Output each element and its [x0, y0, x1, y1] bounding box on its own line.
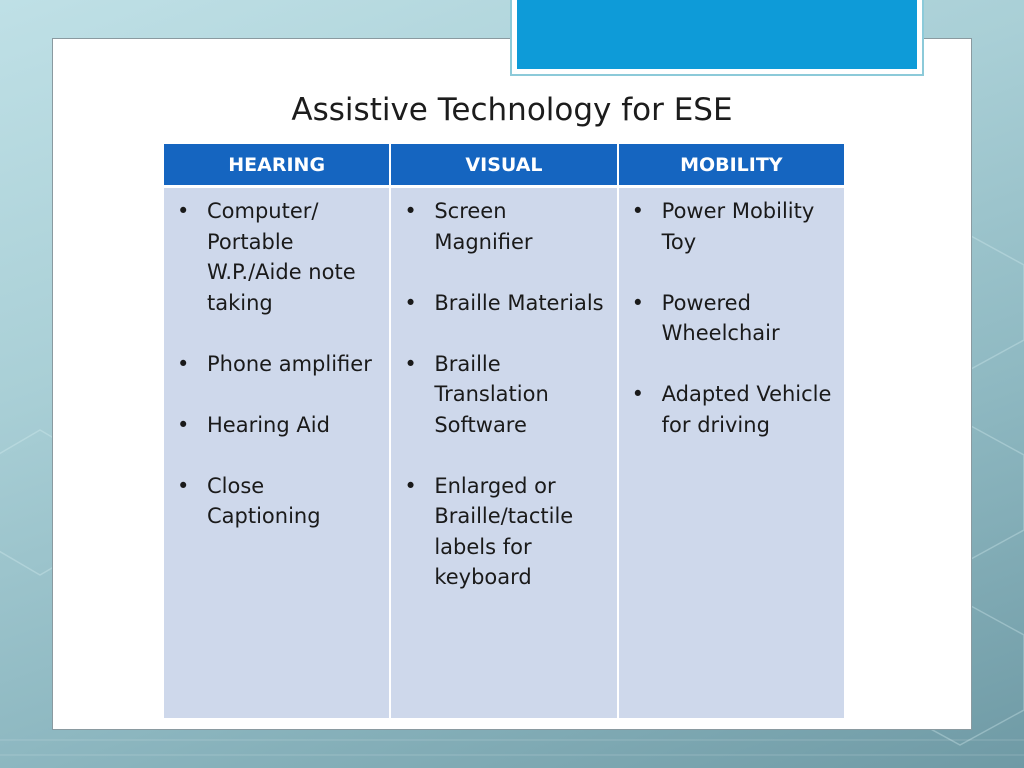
mobility-list: [627, 196, 836, 440]
column-header-visual: VISUAL: [390, 144, 617, 187]
list-item: [399, 288, 608, 319]
list-item: [627, 288, 836, 349]
list-item: [399, 349, 608, 441]
bullet-icon: •: [177, 199, 190, 223]
list-item: [172, 410, 381, 441]
list-item: [627, 379, 836, 440]
list-item-text: Adapted Vehicle for driving: [661, 382, 832, 437]
slide-title: Assistive Technology for ESE: [291, 92, 733, 128]
list-item-text: Power Mobility Toy: [661, 199, 815, 254]
bullet-icon: •: [404, 351, 417, 376]
list-item-text: Screen Magnifier: [434, 199, 533, 254]
column-header-hearing: HEARING: [163, 144, 390, 187]
visual-list: [399, 196, 608, 593]
bullet-icon: •: [177, 351, 190, 376]
bullet-icon: •: [404, 290, 417, 315]
list-item: [627, 196, 836, 257]
bullet-icon: •: [177, 473, 190, 498]
list-item: [172, 349, 381, 380]
bullet-icon: •: [631, 290, 645, 315]
list-item-text: Phone amplifier: [207, 351, 372, 376]
list-item-text: Close Captioning: [207, 473, 321, 528]
bullet-icon: •: [404, 473, 417, 498]
bullet-icon: •: [631, 382, 645, 406]
bullet-icon: •: [631, 199, 645, 223]
hearing-list: [172, 196, 381, 532]
list-item-text: Braille Materials: [434, 290, 604, 315]
assistive-technology-table: [162, 144, 846, 718]
title-accent-box: [510, 0, 924, 76]
bullet-icon: •: [404, 199, 417, 223]
mobility-cell: [618, 187, 845, 719]
list-item: [172, 471, 381, 532]
bullet-icon: •: [177, 412, 190, 437]
table-body-row: [163, 187, 845, 719]
visual-cell: [390, 187, 617, 719]
title-accent-fill: [517, 0, 917, 69]
hearing-cell: [163, 187, 390, 719]
list-item-text: Braille Translation Software: [434, 351, 549, 437]
list-item: [399, 196, 608, 257]
table-header-row: [163, 144, 845, 187]
column-header-mobility: MOBILITY: [618, 144, 845, 187]
list-item: [399, 471, 608, 593]
list-item-text: Hearing Aid: [207, 412, 330, 437]
list-item-text: Computer/ Portable W.P./Aide note taking: [207, 199, 356, 315]
list-item: [172, 196, 381, 318]
list-item-text: Enlarged or Braille/tactile labels for keyboard: [434, 473, 574, 589]
list-item-text: Powered Wheelchair: [661, 290, 780, 345]
